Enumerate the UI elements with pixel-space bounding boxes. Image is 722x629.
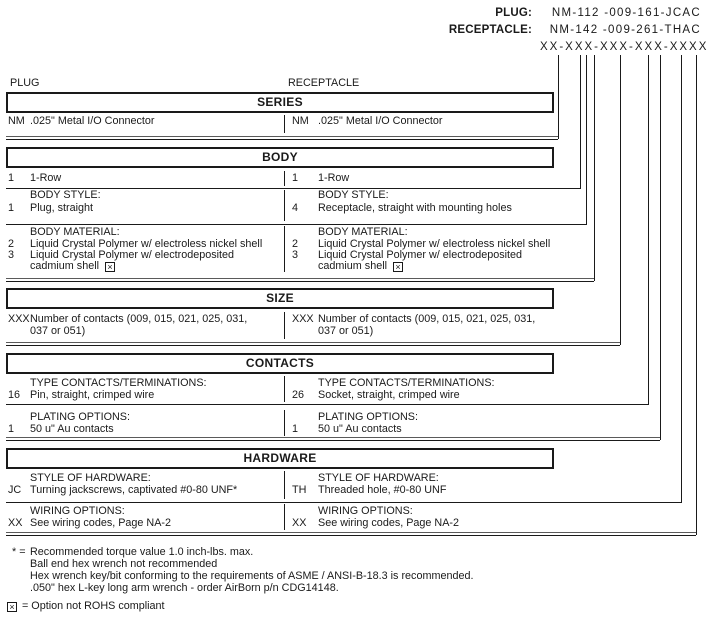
- body-material-right-desc-2: Liquid Crystal Polymer w/ electroless nickel shell: [318, 238, 551, 250]
- body-bottom-rule: [6, 278, 594, 282]
- size-right-desc-2: 037 or 051): [318, 325, 374, 337]
- contact-type-label-left: TYPE CONTACTS/TERMINATIONS:: [30, 377, 207, 389]
- series-right-desc: .025" Metal I/O Connector: [318, 115, 443, 127]
- plating-value-row: [0, 423, 722, 436]
- wiring-right-desc: See wiring codes, Page NA-2: [318, 517, 460, 529]
- size-row-2: [0, 325, 722, 338]
- series-bottom-rule: [6, 136, 558, 140]
- section-header-body: BODY: [6, 147, 554, 168]
- wiring-left-desc: See wiring codes, Page NA-2: [30, 517, 172, 529]
- body-material-row-3b: [0, 260, 722, 273]
- footnote-star-line-2: Ball end hex wrench not recommended: [30, 558, 218, 570]
- body-style-right-code: 4: [292, 202, 299, 214]
- wiring-value-row: [0, 517, 722, 530]
- plating-label-left: PLATING OPTIONS:: [30, 411, 130, 423]
- footnote-rohs-line: [7, 600, 17, 612]
- column-header-receptacle: RECEPTACLE: [288, 77, 360, 89]
- column-divider-plating: [284, 410, 285, 436]
- series-row: [0, 115, 722, 128]
- body-material-left-desc-3: Liquid Crystal Polymer w/ electrodeposited: [30, 249, 235, 261]
- wiring-left-code: XX: [8, 517, 23, 529]
- body-style-right-desc: Receptacle, straight with mounting holes: [318, 202, 512, 214]
- contact-type-left-desc: Pin, straight, crimped wire: [30, 389, 155, 401]
- contact-type-value-row: [0, 389, 722, 402]
- hardware-style-left-code: JC: [8, 484, 22, 496]
- size-bottom-rule: [6, 342, 620, 346]
- size-right-code: XXX: [292, 313, 314, 325]
- series-left-code: NM: [8, 115, 25, 127]
- body-style-left-desc: Plug, straight: [30, 202, 94, 214]
- hardware-bottom-rule: [6, 532, 696, 536]
- body-material-left-desc-2: Liquid Crystal Polymer w/ electroless nickel shell: [30, 238, 263, 250]
- column-divider-wiring: [284, 504, 285, 530]
- column-divider-hardware-style: [284, 471, 285, 499]
- size-left-code: XXX: [8, 313, 30, 325]
- not-rohs-icon: ×: [105, 262, 115, 272]
- section-header-hardware: HARDWARE: [6, 448, 554, 469]
- contact-type-right-desc: Socket, straight, crimped wire: [318, 389, 460, 401]
- size-left-desc: Number of contacts (009, 015, 021, 025, 031,: [30, 313, 248, 325]
- body-style-rule: [6, 224, 586, 225]
- contact-type-label-right: TYPE CONTACTS/TERMINATIONS:: [318, 377, 495, 389]
- contact-type-left-code: 16: [8, 389, 21, 401]
- footnote-star-line-4: .050" hex L-key long arm wrench - order AirBorn p/n CDG14148.: [30, 582, 339, 594]
- column-divider-body-row: [284, 171, 285, 186]
- series-left-desc: .025" Metal I/O Connector: [30, 115, 155, 127]
- plug-part-value: NM-112 -009-161-JCAC: [551, 7, 701, 19]
- body-style-label-right: BODY STYLE:: [318, 189, 389, 201]
- column-divider-series: [284, 115, 285, 133]
- size-left-desc-2: 037 or 051): [30, 325, 86, 337]
- body-material-right-code-3: 3: [292, 249, 299, 261]
- contact-type-rule: [6, 404, 648, 405]
- hardware-style-label-right: STYLE OF HARDWARE:: [318, 472, 439, 484]
- body-material-left-code-2: 2: [8, 238, 15, 250]
- body-material-left-desc-3b: [30, 260, 115, 272]
- wiring-right-code: XX: [292, 517, 307, 529]
- plating-right-code: 1: [292, 423, 299, 435]
- column-divider-body-material: [284, 226, 285, 272]
- body-material-right-code-2: 2: [292, 238, 299, 250]
- footnote-rohs-text: = Option not ROHS compliant: [22, 600, 165, 612]
- footnote-star-prefix: * =: [12, 546, 26, 558]
- body-style-left-code: 1: [8, 202, 15, 214]
- column-header-plug: PLUG: [10, 77, 40, 89]
- hardware-style-left-desc: Turning jackscrews, captivated #0-80 UNF*: [30, 484, 238, 496]
- receptacle-part-label: RECEPTACLE:: [448, 24, 532, 36]
- body-style-value-row: [0, 202, 722, 215]
- body-material-left-desc-3b-text: cadmium shell: [30, 260, 100, 272]
- body-style-label-left: BODY STYLE:: [30, 189, 101, 201]
- hardware-style-right-code: TH: [292, 484, 307, 496]
- body-material-right-desc-3b: [318, 260, 403, 272]
- size-right-desc: Number of contacts (009, 015, 021, 025, 031,: [318, 313, 536, 325]
- body-material-label-right: BODY MATERIAL:: [318, 226, 408, 238]
- body-style-label-row: [0, 189, 722, 202]
- column-divider-size: [284, 312, 285, 339]
- section-header-size: SIZE: [6, 288, 554, 309]
- hardware-style-right-desc: Threaded hole, #0-80 UNF: [318, 484, 447, 496]
- footnote-star-line-1: Recommended torque value 1.0 inch-lbs. max.: [30, 546, 254, 558]
- wiring-label-right: WIRING OPTIONS:: [318, 505, 413, 517]
- not-rohs-icon: ×: [393, 262, 403, 272]
- not-rohs-icon: ×: [7, 602, 17, 612]
- part-number-pattern: XX-XXX-XXX-XXX-XXXX: [540, 41, 709, 53]
- contacts-bottom-rule: [6, 437, 660, 441]
- series-right-code: NM: [292, 115, 309, 127]
- plating-left-desc: 50 u" Au contacts: [30, 423, 114, 435]
- receptacle-part-value: NM-142 -009-261-THAC: [549, 24, 701, 36]
- body-row-right-code: 1: [292, 172, 299, 184]
- body-row-left-desc: 1-Row: [30, 172, 62, 184]
- wiring-label-left: WIRING OPTIONS:: [30, 505, 125, 517]
- body-row-count: [0, 172, 722, 185]
- contact-type-right-code: 26: [292, 389, 305, 401]
- plating-right-desc: 50 u" Au contacts: [318, 423, 402, 435]
- footnote-star-line-3: Hex wrench key/bit conforming to the requirements of ASME / ANSI-B-18.3 is recommended.: [30, 570, 474, 582]
- column-divider-body-style: [284, 190, 285, 221]
- body-material-right-desc-3: Liquid Crystal Polymer w/ electrodeposited: [318, 249, 523, 261]
- section-header-series: SERIES: [6, 92, 554, 113]
- plug-part-label: PLUG:: [495, 7, 532, 19]
- column-divider-contact-type: [284, 376, 285, 402]
- hardware-style-rule: [6, 502, 681, 503]
- body-row-right-desc: 1-Row: [318, 172, 350, 184]
- plating-label-right: PLATING OPTIONS:: [318, 411, 418, 423]
- hardware-style-label-left: STYLE OF HARDWARE:: [30, 472, 151, 484]
- body-row-left-code: 1: [8, 172, 15, 184]
- plating-left-code: 1: [8, 423, 15, 435]
- body-material-label-left: BODY MATERIAL:: [30, 226, 120, 238]
- body-material-left-code-3: 3: [8, 249, 15, 261]
- hardware-style-value-row: [0, 484, 722, 497]
- body-material-right-desc-3b-text: cadmium shell: [318, 260, 388, 272]
- section-header-contacts: CONTACTS: [6, 353, 554, 374]
